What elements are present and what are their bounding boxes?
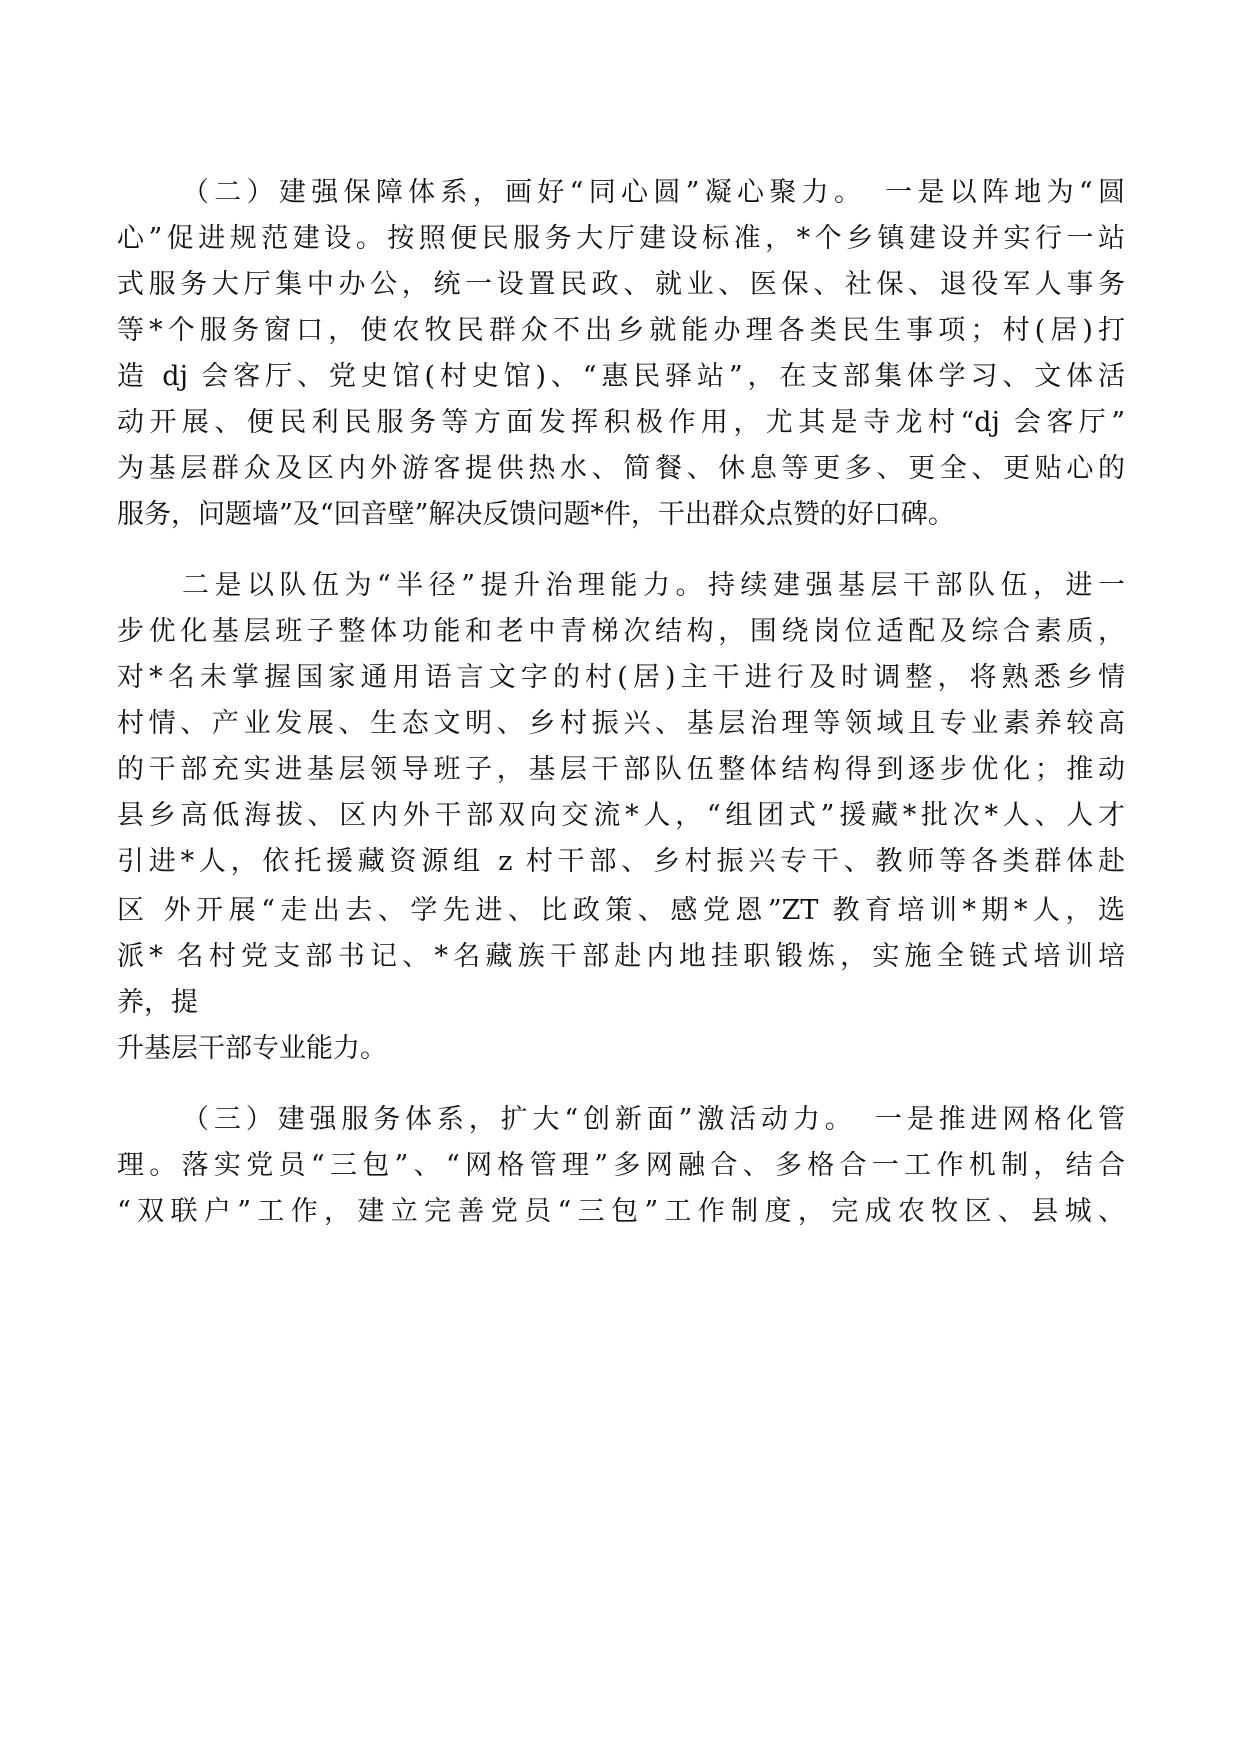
paragraph-2-line-10: 养，提 xyxy=(117,987,198,1018)
paragraph-2-line-1: 二是以队伍为“半径”提升治理能力。持续建强基层干部队伍，进一 xyxy=(182,570,1125,601)
paragraph-2-line-5: 的干部充实进基层领导班子，基层干部队伍整体结构得到逐步优化；推动 xyxy=(117,754,1125,785)
paragraph-1-line-3: 式服务大厅集中办公，统一设置民政、就业、医保、社保、退役军人事务 xyxy=(117,269,1125,300)
paragraph-2-line-4: 村情、产业发展、生态文明、乡村振兴、基层治理等领域且专业素养较高 xyxy=(117,708,1125,739)
paragraph-2-line-11: 升基层干部专业能力。 xyxy=(117,1033,387,1064)
paragraph-1-line-7: 为基层群众及区内外游客提供热水、简餐、休息等更多、更全、更贴心的 xyxy=(117,453,1125,484)
paragraph-2-line-3: 对*名未掌握国家通用语言文字的村(居)主干进行及时调整，将熟悉乡情 xyxy=(117,662,1125,693)
paragraph-1-line-5: 造 dj 会客厅、党史馆(村史馆)、“惠民驿站”，在支部集体学习、文体活 xyxy=(117,361,1125,392)
paragraph-3-line-1: （三）建强服务体系，扩大“创新面”激活动力。 一是推进网格化管 xyxy=(182,1104,1125,1135)
paragraph-3-line-2: 理。落实党员“三包”、“网格管理”多网融合、多格合一工作机制，结合 xyxy=(117,1150,1125,1181)
paragraph-1-line-4: 等*个服务窗口，使农牧民群众不出乡就能办理各类民生事项；村(居)打 xyxy=(117,315,1125,346)
paragraph-2-line-2: 步优化基层班子整体功能和老中青梯次结构，围绕岗位适配及综合素质， xyxy=(117,616,1125,647)
paragraph-2-line-8: 区 外开展“走出去、学先进、比政策、感党恩”ZT 教育培训*期*人，选 xyxy=(117,895,1125,926)
paragraph-2-line-9: 派* 名村党支部书记、*名藏族干部赴内地挂职锻炼，实施全链式培训培 xyxy=(117,941,1125,972)
paragraph-3-line-3: “双联户”工作，建立完善党员“三包”工作制度，完成农牧区、县城、 xyxy=(117,1196,1125,1227)
paragraph-1-line-6: 动开展、便民利民服务等方面发挥积极作用，尤其是寺龙村“dj 会客厅” xyxy=(117,407,1125,438)
paragraph-2-line-7: 引进*人，依托援藏资源组 z 村干部、乡村振兴专干、教师等各类群体赴 xyxy=(117,846,1125,877)
paragraph-2-line-6: 县乡高低海拔、区内外干部双向交流*人，“组团式”援藏*批次*人、人才 xyxy=(117,800,1125,831)
paragraph-1-line-1: （二）建强保障体系，画好“同心圆”凝心聚力。 一是以阵地为“圆 xyxy=(182,177,1125,208)
paragraph-1-line-8: 服务，问题墙”及“回音壁”解决反馈问题*件，干出群众点赞的好口碑。 xyxy=(117,499,955,530)
paragraph-1-line-2: 心”促进规范建设。按照便民服务大厅建设标准，*个乡镇建设并实行一站 xyxy=(117,223,1125,254)
